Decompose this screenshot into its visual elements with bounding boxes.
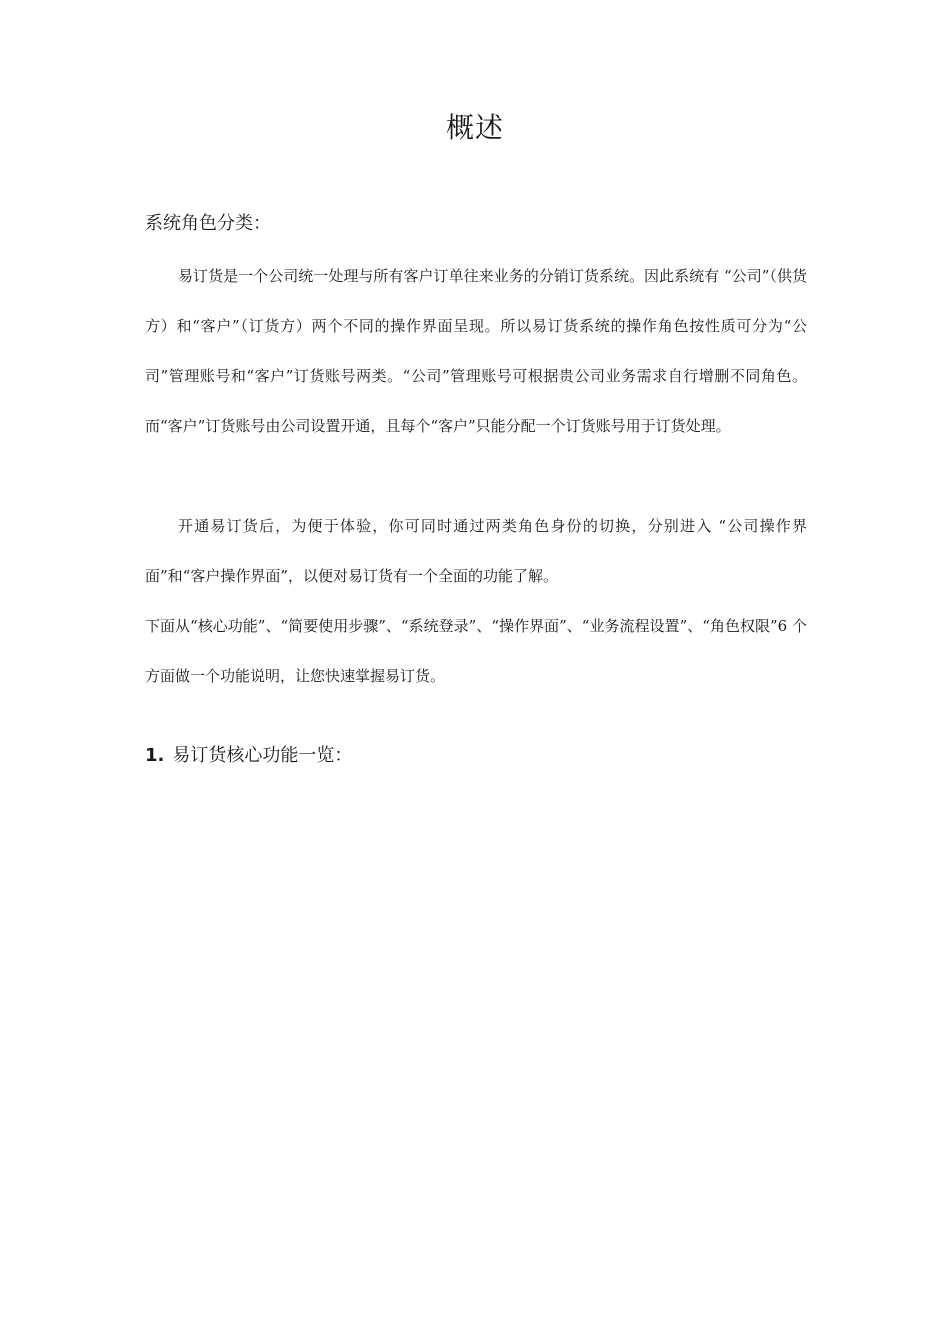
heading-number: 1.	[145, 745, 165, 766]
paragraph-intro: 易订货是一个公司统一处理与所有客户订单往来业务的分销订货系统。因此系统有 “公司”（供货方）和“客户”（订货方）两个不同的操作界面呈现。所以易订货系统的操作角色按性质可分为“公司”管理账号和“客户”订货账号两类。“公司”管理账号可根据贵公司业务需求自行增删不同角色。而“客户”订货账号由公司设置开通，且每个“客户”只能分配一个订货账号用于订货处理。	[145, 267, 807, 435]
paragraph-overview: 下面从“核心功能”、“简要使用步骤”、“系统登录”、“操作界面”、“业务流程设置”、“角色权限”6 个方面做一个功能说明，让您快速掌握易订货。	[145, 617, 807, 685]
numbered-heading-core-features	[145, 742, 352, 770]
heading-text: 易订货核心功能一览：	[172, 745, 353, 766]
document-title: 概述	[445, 111, 504, 144]
section-heading-roles: 系统角色分类：	[145, 213, 271, 234]
paragraph-role-switch: 开通易订货后，为便于体验，你可同时通过两类角色身份的切换，分别进入 “公司操作界面”和“客户操作界面”，以便对易订货有一个全面的功能了解。	[145, 517, 807, 585]
